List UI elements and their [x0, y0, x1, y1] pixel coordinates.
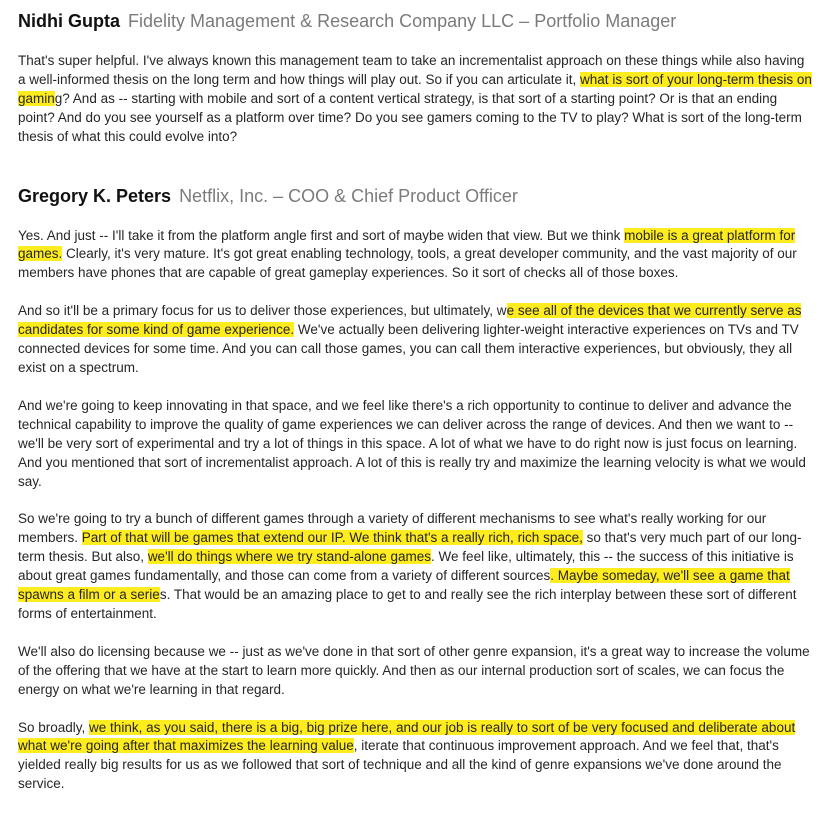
text-run: That's super helpful. I've always known this management team to take an incrementalist approach on these things while also having a well-informed thesis on the long term and how things will play out. So if you can articulate it,	[18, 53, 805, 87]
answer-paragraph-5	[18, 643, 814, 700]
text-run: s. That would be an amazing place to get to and really see the rich interplay between these sort of different forms of entertainment.	[18, 587, 797, 621]
question-paragraph	[18, 52, 814, 147]
answer-paragraph-1	[18, 227, 814, 284]
speaker-role: Fidelity Management & Research Company LLC – Portfolio Manager	[128, 11, 677, 31]
answer-paragraph-2	[18, 302, 814, 378]
highlighted-text: what is sort of your long-term thesis on gamin	[18, 71, 812, 106]
text-run: And so it'll be a primary focus for us to deliver those experiences, but ultimately, w	[18, 303, 507, 319]
speaker-header-nidhi-gupta	[18, 9, 814, 35]
text-run: And we're going to keep innovating in that space, and we feel like there's a rich opportunity to continue to deliver and advance the technical capability to improve the quality of game experiences we can deliver across the range of devices. And then we want to -- we'll be very sort of experimental and try a lot of things in this space. A lot of what we have to do right now is just focus on learning. And you mentioned that sort of incrementalist approach. A lot of this is really try and maximize the learning velocity is what we would say.	[18, 397, 806, 489]
text-run: We've actually been delivering lighter-weight interactive experiences on TVs and TV connected devices for some time. And you can call those games, you can call them interactive experiences, but obviously, they all exist on a spectrum.	[18, 322, 799, 375]
speaker-name: Nidhi Gupta	[18, 11, 120, 31]
highlighted-text: we think, as you said, there is a big, big prize here, and our job is really to sort of be very focused and deliberate about what we're going after that maximizes the learning value	[18, 719, 796, 754]
speaker-header-gregory-peters	[18, 184, 814, 210]
highlighted-text: mobile is a great platform for games.	[18, 227, 796, 262]
text-run: so that's very much part of our long-term thesis. But also,	[18, 530, 802, 565]
highlighted-text: . Maybe someday, we'll see a game that spawns a film or a serie	[18, 568, 790, 603]
answer-paragraph-3	[18, 397, 814, 492]
text-run: Clearly, it's very mature. It's got great enabling technology, tools, a great developer community, and the vast majority of our members have phones that are capable of great gameplay experiences. So it sort of checks all of those boxes.	[18, 246, 797, 281]
text-run: Yes. And just -- I'll take it from the platform angle first and sort of maybe widen that view. But we think	[18, 227, 625, 243]
text-run: , iterate that continuous improvement approach. And we feel that, that's yielded really big results for us as we followed that sort of technique and all the kind of genre expansions we've done around the service.	[18, 738, 782, 792]
text-run: g? And as -- starting with mobile and sort of a content vertical strategy, is that sort of a starting point? Or is that an ending point? And do you see yourself as a platform over time? Do you see gamers coming to the TV to play? What is sort of the long-term thesis of what this could evolve into?	[18, 90, 802, 144]
highlighted-text: e see all of the devices that we currently serve as candidates for some kind of game experience.	[18, 303, 802, 338]
speaker-name: Gregory K. Peters	[18, 185, 172, 206]
text-run: We'll also do licensing because we -- just as we've done in that sort of other genre expansion, it's a great way to increase the volume of the offering that we have at the start to learn more quickly. And then as our internal production sort of scales, we can focus the energy on what we're learning in that regard.	[18, 643, 810, 697]
answer-paragraph-6	[18, 719, 814, 795]
highlighted-text: we'll do things where we try stand-alone games	[147, 549, 432, 565]
text-run: So we're going to try a bunch of different games through a variety of different mechanisms to see what's really working for our members.	[18, 511, 767, 546]
speaker-role: Netflix, Inc. – COO & Chief Product Officer	[179, 185, 518, 206]
text-run: . We feel like, ultimately, this -- the success of this initiative is about great games fundamentally, and those can come from a variety of different sources	[18, 549, 794, 584]
answer-paragraph-4	[18, 510, 814, 623]
text-run: So broadly,	[18, 719, 90, 735]
highlighted-text: Part of that will be games that extend our IP. We think that's a really rich, rich space,	[81, 530, 583, 546]
